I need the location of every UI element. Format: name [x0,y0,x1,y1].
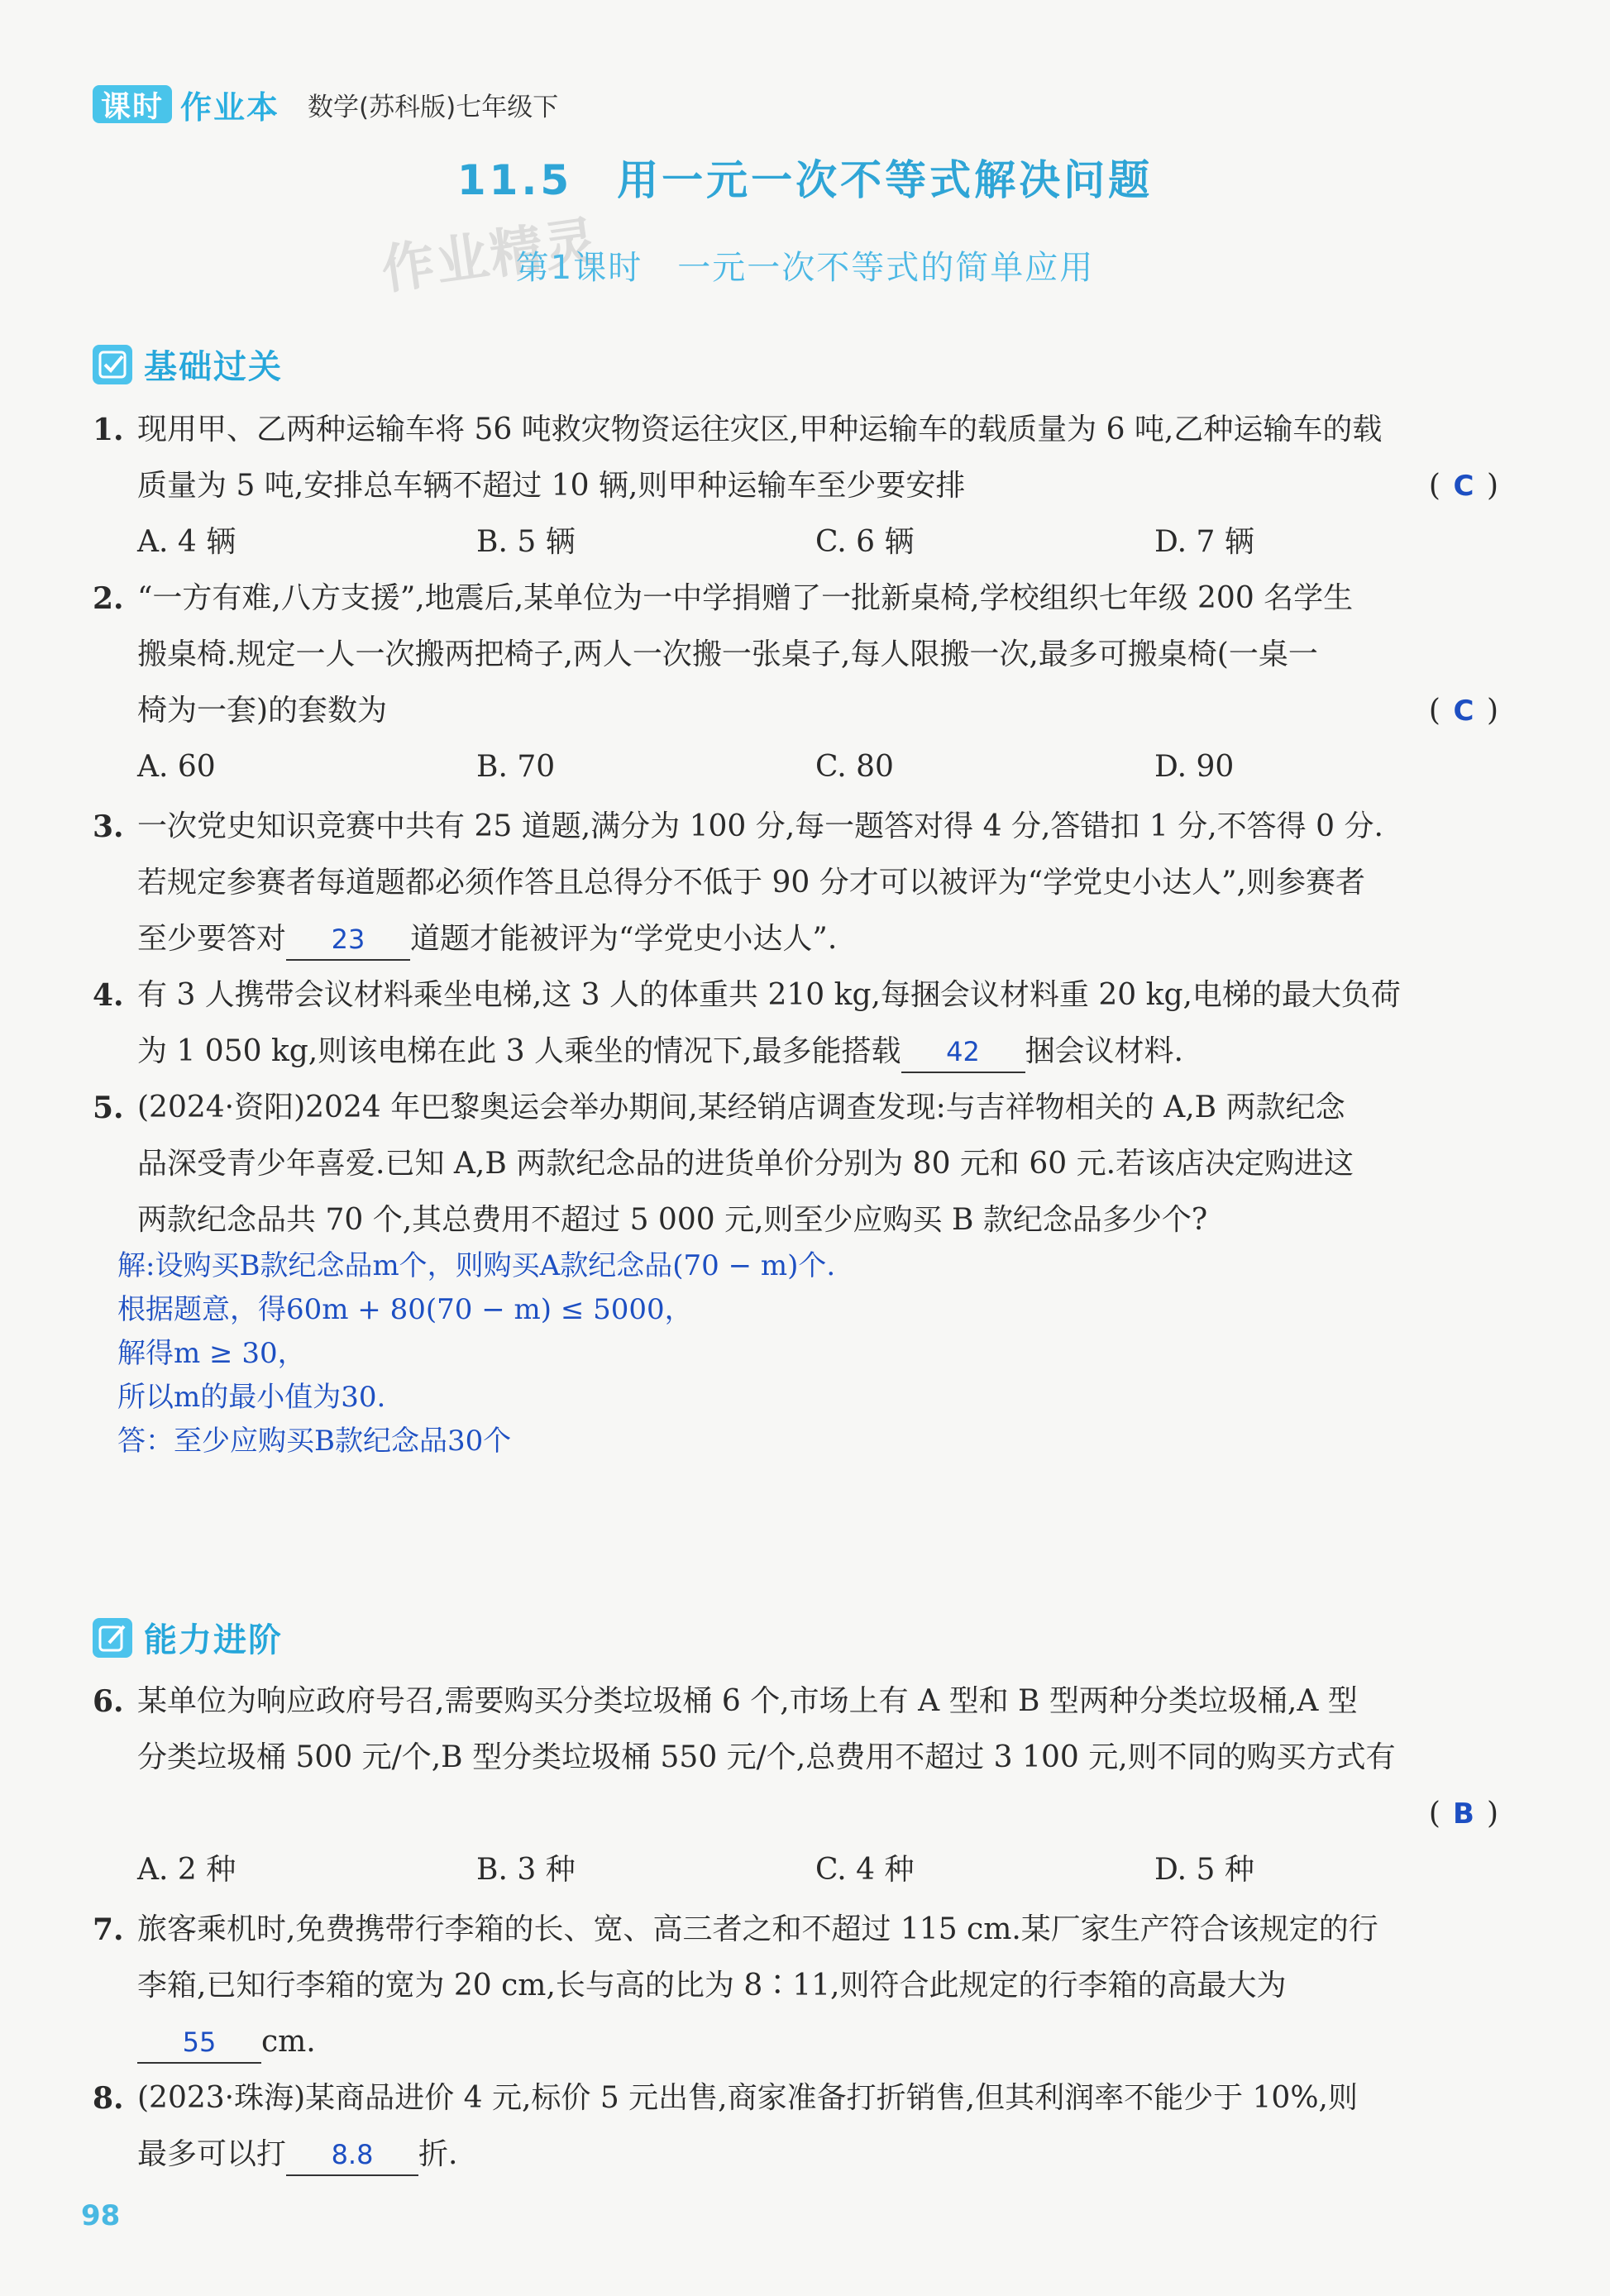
options-row [137,1842,1498,1898]
brand-name: 作业本 [180,88,280,126]
solution-line: 解:设购买B款纪念品m个，则购买A款纪念品(70 − m)个. [117,1249,836,1282]
options-row [137,514,1498,570]
option-d: D. 90 [1154,750,1235,784]
question-number: 1. [93,413,124,447]
question-text: 捆会议材料. [1025,1034,1183,1068]
options-row [137,739,1498,795]
option-b: B. 3 种 [476,1853,576,1887]
section-basic [93,341,283,388]
answer-bracket: ( B ) [1429,1786,1498,1842]
option-a: A. 2 种 [137,1853,236,1887]
question-text: 至少要答对 [137,922,287,956]
page-header [93,81,558,127]
question-text: 椅为一套)的套数为 [137,694,388,728]
answer-blank: 8.8 [286,2135,418,2176]
question-number: 4. [93,978,124,1013]
question-number: 7. [93,1912,124,1947]
question-1 [93,402,1498,570]
solution-line: 答：至少应购买B款纪念品30个 [117,1425,512,1458]
question-8 [93,2070,1498,2183]
answer-blank: 23 [286,919,410,961]
section-advanced-label: 能力进阶 [144,1621,283,1659]
subject-label: 数学(苏科版)七年级下 [308,92,559,122]
question-text: 分类垃圾桶 500 元/个,B 型分类垃圾桶 550 元/个,总费用不超过 3 100 元,则不同的购买方式有 [137,1740,1396,1774]
question-4 [93,967,1498,1080]
answer-choice: C [1453,695,1474,728]
question-text: 最多可以打 [137,2137,287,2171]
option-d: D. 7 辆 [1154,525,1254,559]
option-c: C. 4 种 [815,1853,915,1887]
section-advanced [93,1614,283,1661]
solution-line: 解得m ≥ 30， [117,1337,306,1370]
question-2 [93,570,1498,795]
option-c: C. 80 [815,750,894,784]
question-text: 为 1 050 kg,则该电梯在此 3 人乘坐的情况下,最多能搭载 [137,1034,901,1068]
answer-bracket: ( C ) [1429,683,1498,739]
answer-blank: 42 [901,1032,1025,1073]
section-basic-label: 基础过关 [144,348,283,386]
answer-choice: C [1453,470,1474,503]
solution-line: 根据题意，得60m + 80(70 − m) ≤ 5000， [117,1293,693,1326]
question-text: 若规定参赛者每道题都必须作答且总得分不低于 90 分才可以被评为“学党史小达人”,则参赛者 [137,866,1365,900]
watermark: 作业精灵 [377,210,603,302]
question-5 [93,1080,1498,1248]
question-text: 李箱,已知行李箱的宽为 20 cm,长与高的比为 8∶11,则符合此规定的行李箱的高最大为 [137,1969,1287,2002]
question-text: 某单位为响应政府号召,需要购买分类垃圾桶 6 个,市场上有 A 型和 B 型两种分类垃圾桶,A 型 [137,1684,1358,1718]
question-text: 现用甲、乙两种运输车将 56 吨救灾物资运往灾区,甲种运输车的载质量为 6 吨,乙种运输车的载 [137,413,1383,446]
question-text: 旅客乘机时,免费携带行李箱的长、宽、高三者之和不超过 115 cm.某厂家生产符合该规定的行 [137,1912,1378,1946]
lesson-title: 第1课时 一元一次不等式的简单应用 [515,249,1095,287]
question-number: 2. [93,581,124,616]
question-text: 一次党史知识竞赛中共有 25 道题,满分为 100 分,每一题答对得 4 分,答错扣 1 分,不答得 0 分. [137,809,1383,843]
question-text: (2024·资阳)2024 年巴黎奥运会举办期间,某经销店调查发现:与吉祥物相关的 A,B 两款纪念 [137,1091,1345,1124]
question-3 [93,799,1498,967]
option-b: B. 5 辆 [476,525,576,559]
question-text: 有 3 人携带会议材料乘坐电梯,这 3 人的体重共 210 kg,每捆会议材料重 20 kg,电梯的最大负荷 [137,978,1401,1012]
question-number: 6. [93,1684,124,1719]
option-d: D. 5 种 [1154,1853,1254,1887]
checkbox-icon [93,345,132,384]
chapter-title: 11.5 用一元一次不等式解决问题 [456,156,1154,204]
question-text: 质量为 5 吨,安排总车辆不超过 10 辆,则甲种运输车至少要安排 [137,469,966,503]
option-c: C. 6 辆 [815,525,915,559]
option-a: A. 4 辆 [137,525,236,559]
question-text: 折. [418,2137,458,2171]
question-text: 搬桌椅.规定一人一次搬两把椅子,两人一次搬一张桌子,每人限搬一次,最多可搬桌椅(一桌一 [137,637,1318,671]
page-number: 98 [81,2199,121,2232]
question-text: 两款纪念品共 70 个,其总费用不超过 5 000 元,则至少应购买 B 款纪念品多少个? [137,1203,1208,1237]
option-b: B. 70 [476,750,556,784]
question-text: (2023·珠海)某商品进价 4 元,标价 5 元出售,商家准备打折销售,但其利润率不能少于 10%,则 [137,2081,1358,2115]
option-a: A. 60 [137,750,216,784]
question-text: 品深受青少年喜爱.已知 A,B 两款纪念品的进货单价分别为 80 元和 60 元.若该店决定购进这 [137,1147,1354,1181]
question-number: 5. [93,1091,124,1125]
answer-choice: B [1452,1797,1474,1831]
question-text: 道题才能被评为“学党史小达人”. [410,922,838,956]
brand-logo: 课时 [93,85,172,123]
handwritten-solution [117,1244,835,1463]
question-number: 8. [93,2081,124,2116]
question-number: 3. [93,809,124,844]
solution-line: 所以m的最小值为30. [117,1381,386,1414]
question-7 [93,1902,1498,2070]
answer-bracket: ( C ) [1429,458,1498,514]
question-text: “一方有难,八方支援”,地震后,某单位为一中学捐赠了一批新桌椅,学校组织七年级 200 名学生 [137,581,1354,615]
answer-blank: 55 [137,2022,261,2064]
pencil-icon [93,1618,132,1658]
question-text: cm. [261,2025,316,2059]
question-6 [93,1673,1498,1898]
